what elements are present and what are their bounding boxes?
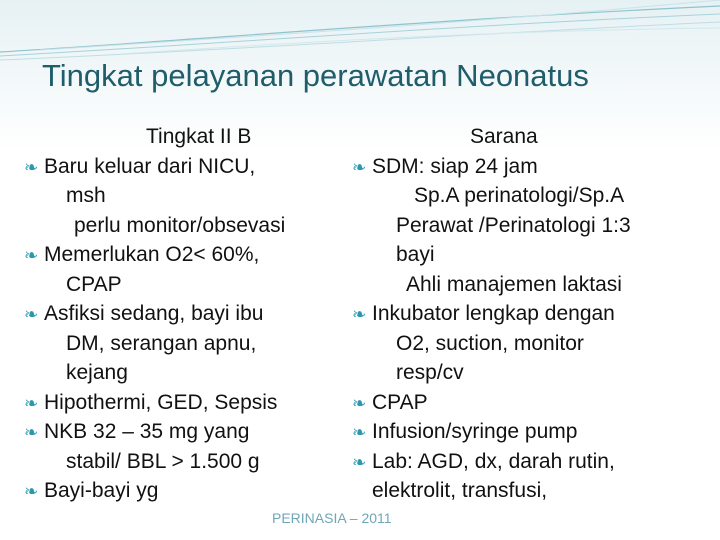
right-line-continued bbox=[372, 476, 712, 506]
left-line: kejang bbox=[66, 361, 128, 384]
left-bullet-item bbox=[24, 299, 367, 329]
bullet-icon: ❧ bbox=[24, 305, 39, 324]
left-column bbox=[24, 122, 367, 506]
left-line: NKB 32 – 35 mg yang bbox=[44, 420, 250, 443]
right-line: CPAP bbox=[372, 390, 428, 414]
right-line: Lab: AGD, dx, darah rutin, bbox=[372, 449, 615, 473]
right-bullet-item bbox=[352, 299, 712, 329]
right-heading: Sarana bbox=[470, 125, 538, 148]
right-bullet-item bbox=[352, 152, 712, 182]
left-line: stabil/ BBL > 1.500 g bbox=[66, 449, 260, 473]
bullet-icon: ❧ bbox=[352, 305, 367, 324]
left-line: Baru keluar dari NICU, bbox=[44, 154, 256, 178]
left-line: Memerlukan O2< 60%, bbox=[44, 243, 260, 266]
left-line: CPAP bbox=[66, 272, 122, 296]
left-heading: Tingkat II B bbox=[146, 125, 252, 148]
right-column bbox=[352, 122, 712, 506]
bullet-icon: ❧ bbox=[352, 157, 367, 177]
left-line: perlu monitor/obsevasi bbox=[74, 213, 286, 237]
right-bullet-item bbox=[352, 417, 712, 447]
right-line: Ahli manajemen laktasi bbox=[406, 272, 622, 296]
right-line: Inkubator lengkap dengan bbox=[372, 302, 615, 325]
bullet-icon: ❧ bbox=[24, 157, 39, 177]
slide-footer: PERINASIA – 2011 bbox=[272, 510, 392, 526]
bullet-icon: ❧ bbox=[24, 482, 39, 501]
right-line: elektrolit, transfusi, bbox=[372, 479, 548, 502]
bullet-icon: ❧ bbox=[24, 393, 39, 413]
left-bullet-item bbox=[24, 240, 364, 270]
right-line: O2, suction, monitor bbox=[396, 331, 584, 355]
right-line: resp/cv bbox=[396, 361, 464, 384]
slide-title: Tingkat pelayanan perawatan Neonatus bbox=[42, 58, 589, 93]
bullet-icon: ❧ bbox=[24, 423, 39, 442]
left-line: Bayi-bayi yg bbox=[44, 479, 159, 502]
right-bullet-item bbox=[352, 388, 712, 418]
left-bullet-item bbox=[24, 476, 364, 506]
left-bullet-item bbox=[24, 152, 367, 182]
left-line: DM, serangan apnu, bbox=[66, 331, 257, 355]
right-line: Perawat /Perinatologi 1:3 bbox=[396, 213, 631, 237]
left-line: msh bbox=[66, 184, 106, 207]
right-line: Infusion/syringe pump bbox=[372, 420, 578, 443]
bullet-icon: ❧ bbox=[352, 423, 367, 442]
right-line: SDM: siap 24 jam bbox=[372, 154, 538, 178]
right-line: bayi bbox=[396, 243, 435, 266]
bullet-icon: ❧ bbox=[352, 393, 367, 413]
left-line: Asfiksi sedang, bayi ibu bbox=[44, 302, 264, 325]
left-line: Hipothermi, GED, Sepsis bbox=[44, 390, 278, 414]
bullet-icon: ❧ bbox=[24, 246, 39, 265]
bullet-icon: ❧ bbox=[352, 452, 367, 472]
right-bullet-item bbox=[352, 447, 712, 477]
right-line: Sp.A perinatologi/Sp.A bbox=[414, 184, 625, 207]
left-bullet-item bbox=[24, 388, 367, 418]
left-bullet-item bbox=[24, 417, 367, 447]
